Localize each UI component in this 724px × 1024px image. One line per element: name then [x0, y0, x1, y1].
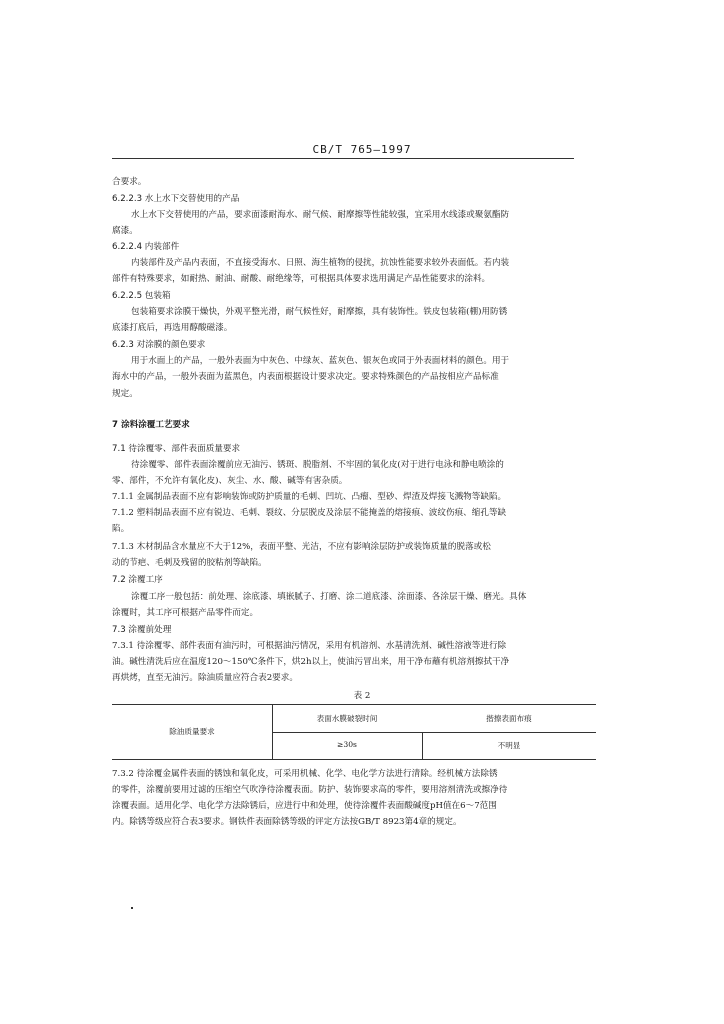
table-cell: ≥30s: [337, 740, 357, 749]
section-heading-7-1: 7.1 待涂覆零、部件表面质量要求: [112, 444, 241, 454]
paragraph-line: 7.1.3 木材制品含水量应不大于12%，表面平整、光洁，不应有影响涂层防护或装饰质量的脱落或松: [112, 542, 491, 552]
scan-speck: [131, 907, 133, 909]
section-heading-7-3: 7.3 涂覆前处理: [112, 625, 172, 635]
section-heading-6-2-3: 6.2.3 对涂膜的颜色要求: [112, 340, 206, 350]
standard-code: CB/T 765—1997: [312, 143, 412, 156]
paragraph-line: 规定。: [112, 389, 138, 399]
paragraph-line: 7.3.1 待涂覆零、部件表面有油污时，可根据油污情况，采用有机溶剂、水基清洗剂、碱性溶液等进行除: [112, 641, 507, 651]
paragraph-line: 的零件，涂覆前要用过滤的压缩空气吹净待涂覆表面。防护、装饰要求高的零件，要用溶剂清洗或擦净待: [112, 785, 508, 795]
section-heading-7-2: 7.2 涂覆工序: [112, 575, 163, 585]
table-row-header: 除油质量要求: [169, 727, 215, 736]
section-heading-6-2-2-3: 6.2.2.3 水上水下交替使用的产品: [112, 194, 240, 204]
table-col-header: 揩擦表面布痕: [486, 714, 532, 723]
paragraph-line: 7.1.2 塑料制品表面不应有锐边、毛刺、裂纹、分层脱皮及涂层不能掩盖的熔接痕、波纹伤痕、缩孔等缺: [112, 508, 507, 518]
table-rule-mid: [272, 732, 596, 733]
paragraph-line: 腐漆。: [112, 226, 138, 236]
table-caption: 表 2: [353, 691, 371, 701]
section-heading-6-2-2-5: 6.2.2.5 包装箱: [112, 291, 171, 301]
table-2: [112, 704, 596, 760]
paragraph-line: 涂覆工序一般包括：前处理、涂底漆、填嵌腻子、打磨、涂二道底漆、涂面漆、各涂层干燥、磨光。具体: [131, 592, 527, 602]
paragraph-line: 水上水下交替使用的产品，要求面漆耐海水、耐气候、耐摩擦等性能较强，宜采用水线漆或聚氨酯防: [131, 210, 510, 220]
paragraph-line: 海水中的产品，一般外表面为蓝黑色，内表面根据设计要求决定。要求特殊颜色的产品按相应产品标准: [112, 372, 499, 382]
paragraph-line: 用于水面上的产品，一般外表面为中灰色、中绿灰、蓝灰色、银灰色或同于外表面材料的颜色。用于: [131, 356, 510, 366]
paragraph-line: 待涂覆零、部件表面涂覆前应无油污、锈斑、脱脂剂、不牢固的氧化皮(对于进行电泳和静电喷涂的: [131, 460, 504, 470]
paragraph-line: 合要求。: [112, 177, 147, 187]
paragraph-line: 涂覆时，其工序可根据产品零件而定。: [112, 608, 259, 618]
paragraph-line: 7.1.1 金属制品表面不应有影响装饰或防护质量的毛刺、凹坑、凸瘤、型砂、焊渣及焊接飞溅物等缺陷。: [112, 492, 507, 502]
table-cell: 不明显: [497, 741, 521, 750]
paragraph-line: 包装箱要求涂膜干燥快，外观平整光滑，耐气候性好，耐摩擦，具有装饰性。铁皮包装箱(棚)用防锈: [131, 307, 508, 317]
header-rule: [112, 158, 574, 159]
paragraph-line: 底漆打底后，再选用醇酸磁漆。: [112, 323, 233, 333]
paragraph-line: 陷。: [112, 524, 130, 534]
paragraph-line: 内。除锈等级应符合表3要求。钢铁件表面除锈等级的评定方法按GB/T 8923第4章的规定。: [112, 817, 462, 827]
paragraph-line: 再烘烤，直至无油污。除油质量应符合表2要求。: [112, 673, 298, 683]
section-heading-6-2-2-4: 6.2.2.4 内装部件: [112, 242, 180, 252]
paragraph-line: 部件有特殊要求，如耐热、耐油、耐酸、耐绝缘等，可根据具体要求选用满足产品性能要求的涂料。: [112, 274, 491, 284]
paragraph-line: 动的节疤、毛刺及残留的胶粘剂等缺陷。: [112, 558, 267, 568]
table-rule-top: [112, 704, 596, 705]
paragraph-line: 油。碱性清洗后应在温度120～150℃条件下，烘2h以上，使油污冒出来，用干净布蘸有机溶剂擦拭干净: [112, 657, 510, 667]
paragraph-line: 涂覆表面。适用化学、电化学方法除锈后，应进行中和处理，使待涂覆件表面酸碱度pH值在6～7范围: [112, 801, 497, 811]
chapter-heading-7: 7 涂料涂覆工艺要求: [112, 420, 190, 430]
table-rule-bottom: [112, 759, 596, 760]
paragraph-line: 零、部件，不允许有氧化皮)、灰尘、水、酸、碱等有害杂质。: [112, 476, 348, 486]
paragraph-line: 内装部件及产品内表面，不直接受海水、日照、海生植物的侵扰，抗蚀性能要求较外表面低。若内装: [131, 258, 510, 268]
table-col-header: 表面水膜破裂时间: [316, 714, 378, 723]
paragraph-line: 7.3.2 待涂覆金属件表面的锈蚀和氧化皮，可采用机械、化学、电化学方法进行清除。经机械方法除锈: [112, 769, 498, 779]
